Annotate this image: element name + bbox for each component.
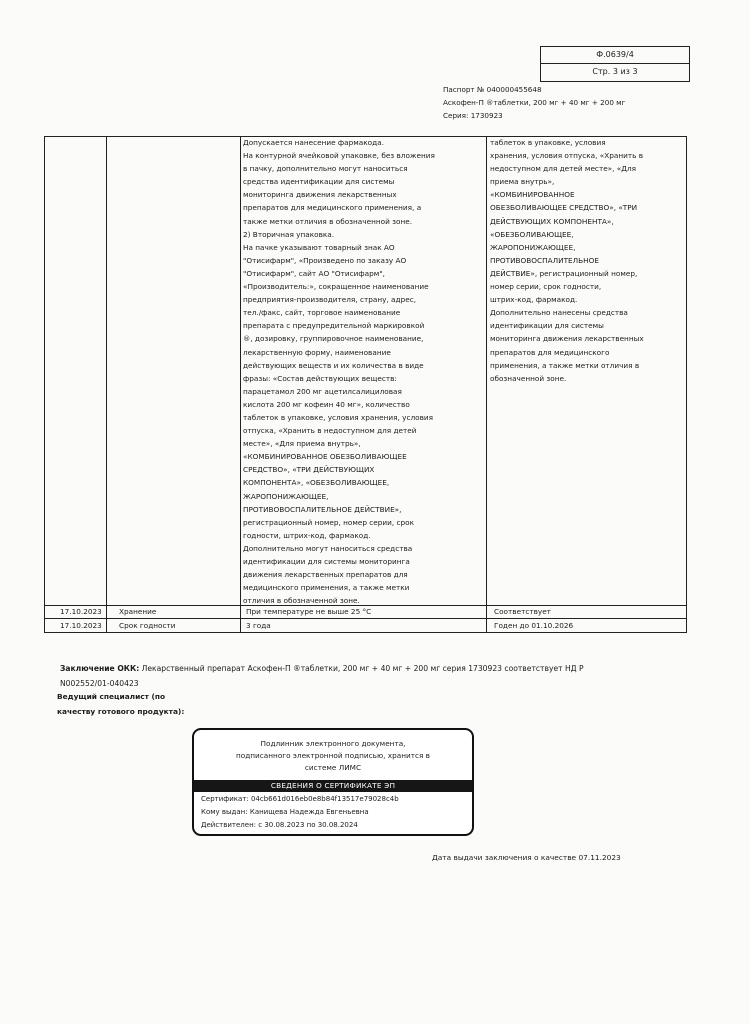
table-row-spec: 3 года [246, 621, 271, 630]
series-number: Серия: 1730923 [443, 111, 503, 120]
table-row-param: Срок годности [119, 621, 176, 630]
table-bottom-line [44, 632, 687, 633]
table-col-line [240, 136, 241, 633]
table-col-line [106, 136, 107, 633]
table-col-line [44, 136, 45, 633]
electronic-signature-stamp [192, 728, 474, 836]
table-row-result: Годен до 01.10.2026 [494, 621, 574, 630]
form-code-box [540, 46, 690, 82]
table-row-result: Соответствует [494, 607, 551, 616]
certificate-owner: Кому выдан: Канищева Надежда Евгеньевна [201, 807, 369, 816]
signature-note [194, 738, 472, 775]
conclusion-label: Заключение ОКК: [60, 664, 140, 673]
signature-note-line: Подлинник электронного документа, [260, 739, 406, 748]
signature-note-line: подписанного электронной подписью, хранится в [236, 751, 430, 761]
result-cell-packaging: таблеток в упаковке, условия хранения, условия отпуска, «Хранить в недоступном для детей месте», «Для приема внутрь», «КОМБИНИРОВАННОЕ ОБЕЗБОЛИВАЮЩЕЕ СРЕДСТВО», «ТРИ ДЕЙСТВУЮЩИХ КОМПОНЕНТА», «ОБЕЗБОЛИВАЮЩЕЕ, ЖАРОПОНИЖАЮЩЕЕ, ПРОТИВОВОСПАЛИТЕЛЬНОЕ ДЕЙСТВИЕ», регистрационный номер, номер серии, срок годности, штрих-код, фармакод. Дополнительно нанесены средства идентификации для системы мониторинга движения лекарственных препаратов для медицинского применения, а также метки отличия в обозначенной зоне. [490, 138, 644, 383]
table-row-spec: При температуре не выше 25 °С [246, 607, 372, 616]
certificate-details [201, 793, 399, 831]
product-name: Аскофен-П ®таблетки, 200 мг + 40 мг + 200 мг [443, 98, 626, 107]
certificate-header: СВЕДЕНИЯ О СЕРТИФИКАТЕ ЭП [194, 780, 472, 792]
page-number: Стр. 3 из 3 [592, 67, 638, 76]
passport-number: Паспорт № 040000455648 [443, 85, 542, 94]
table-row-date: 17.10.2023 [60, 621, 102, 630]
passport-header [443, 83, 625, 122]
table-row-date: 17.10.2023 [60, 607, 102, 616]
specialist-label: Ведущий специалист (по качеству готового продукта): [57, 692, 185, 716]
qc-conclusion [60, 661, 620, 691]
issue-date: Дата выдачи заключения о качестве 07.11.2023 [432, 853, 621, 862]
signature-note-line: системе ЛИМС [304, 763, 362, 773]
certificate-id: Сертификат: 04cb661d016eb0e8b84f13517e79028c4b [201, 795, 399, 803]
spec-cell-packaging: Допускается нанесение фармакода. На контурной ячейковой упаковке, без вложения в пачку, дополнительно могут наноситься средства идентификации для системы мониторинга движения лекарственных препаратов для медицинского применения, а также метки отличия в обозначенной зоне. 2) Вторичная упаковка. На пачке указывают товарный знак АО "Отисифарм", «Произведено по заказу АО "Отисифарм", сайт АО "Отисифарм", «Производитель:», сокращенное наименование предприятия-производителя, страну, адрес, тел./факс, сайт, торговое наименование препарата с предупредительной маркировкой ®, дозировку, группировочное наименование, лекарственную форму, наименование действующих веществ и их количества в виде фразы: «Состав действующих веществ: парацетамол 200 мг ацетилсалициловая кислота 200 мг кофеин 40 мг», количество таблеток в упаковке, условия хранения, условия отпуска, «Хранить в недоступном для детей месте», «Для приема внутрь», «КОМБИНИРОВАННОЕ ОБЕЗБОЛИВАЮЩЕЕ СРЕДСТВО», «ТРИ ДЕЙСТВУЮЩИХ КОМПОНЕНТА», «ОБЕЗБОЛИВАЮЩЕЕ, ЖАРОПОНИЖАЮЩЕЕ, ПРОТИВОВОСПАЛИТЕЛЬНОЕ ДЕЙСТВИЕ», регистрационный номер, номер серии, срок годности, штрих-код, фармакод. Дополнительно могут наноситься средства идентификации для системы мониторинга движения лекарственных препаратов для медицинского применения, а также метки отличия в обозначенной зоне. [243, 138, 435, 606]
table-row-param: Хранение [119, 607, 157, 616]
certificate-validity: Действителен: с 30.08.2023 по 30.08.2024 [201, 820, 358, 829]
table-col-line [486, 136, 487, 633]
form-code: Ф.0639/4 [541, 47, 689, 64]
conclusion-text: Лекарственный препарат Аскофен-П ®таблетки, 200 мг + 40 мг + 200 мг серия 1730923 соответствует НД Р N002552/01-040423 [60, 664, 584, 688]
table-col-line [686, 136, 687, 633]
table-row-divider [44, 618, 687, 619]
